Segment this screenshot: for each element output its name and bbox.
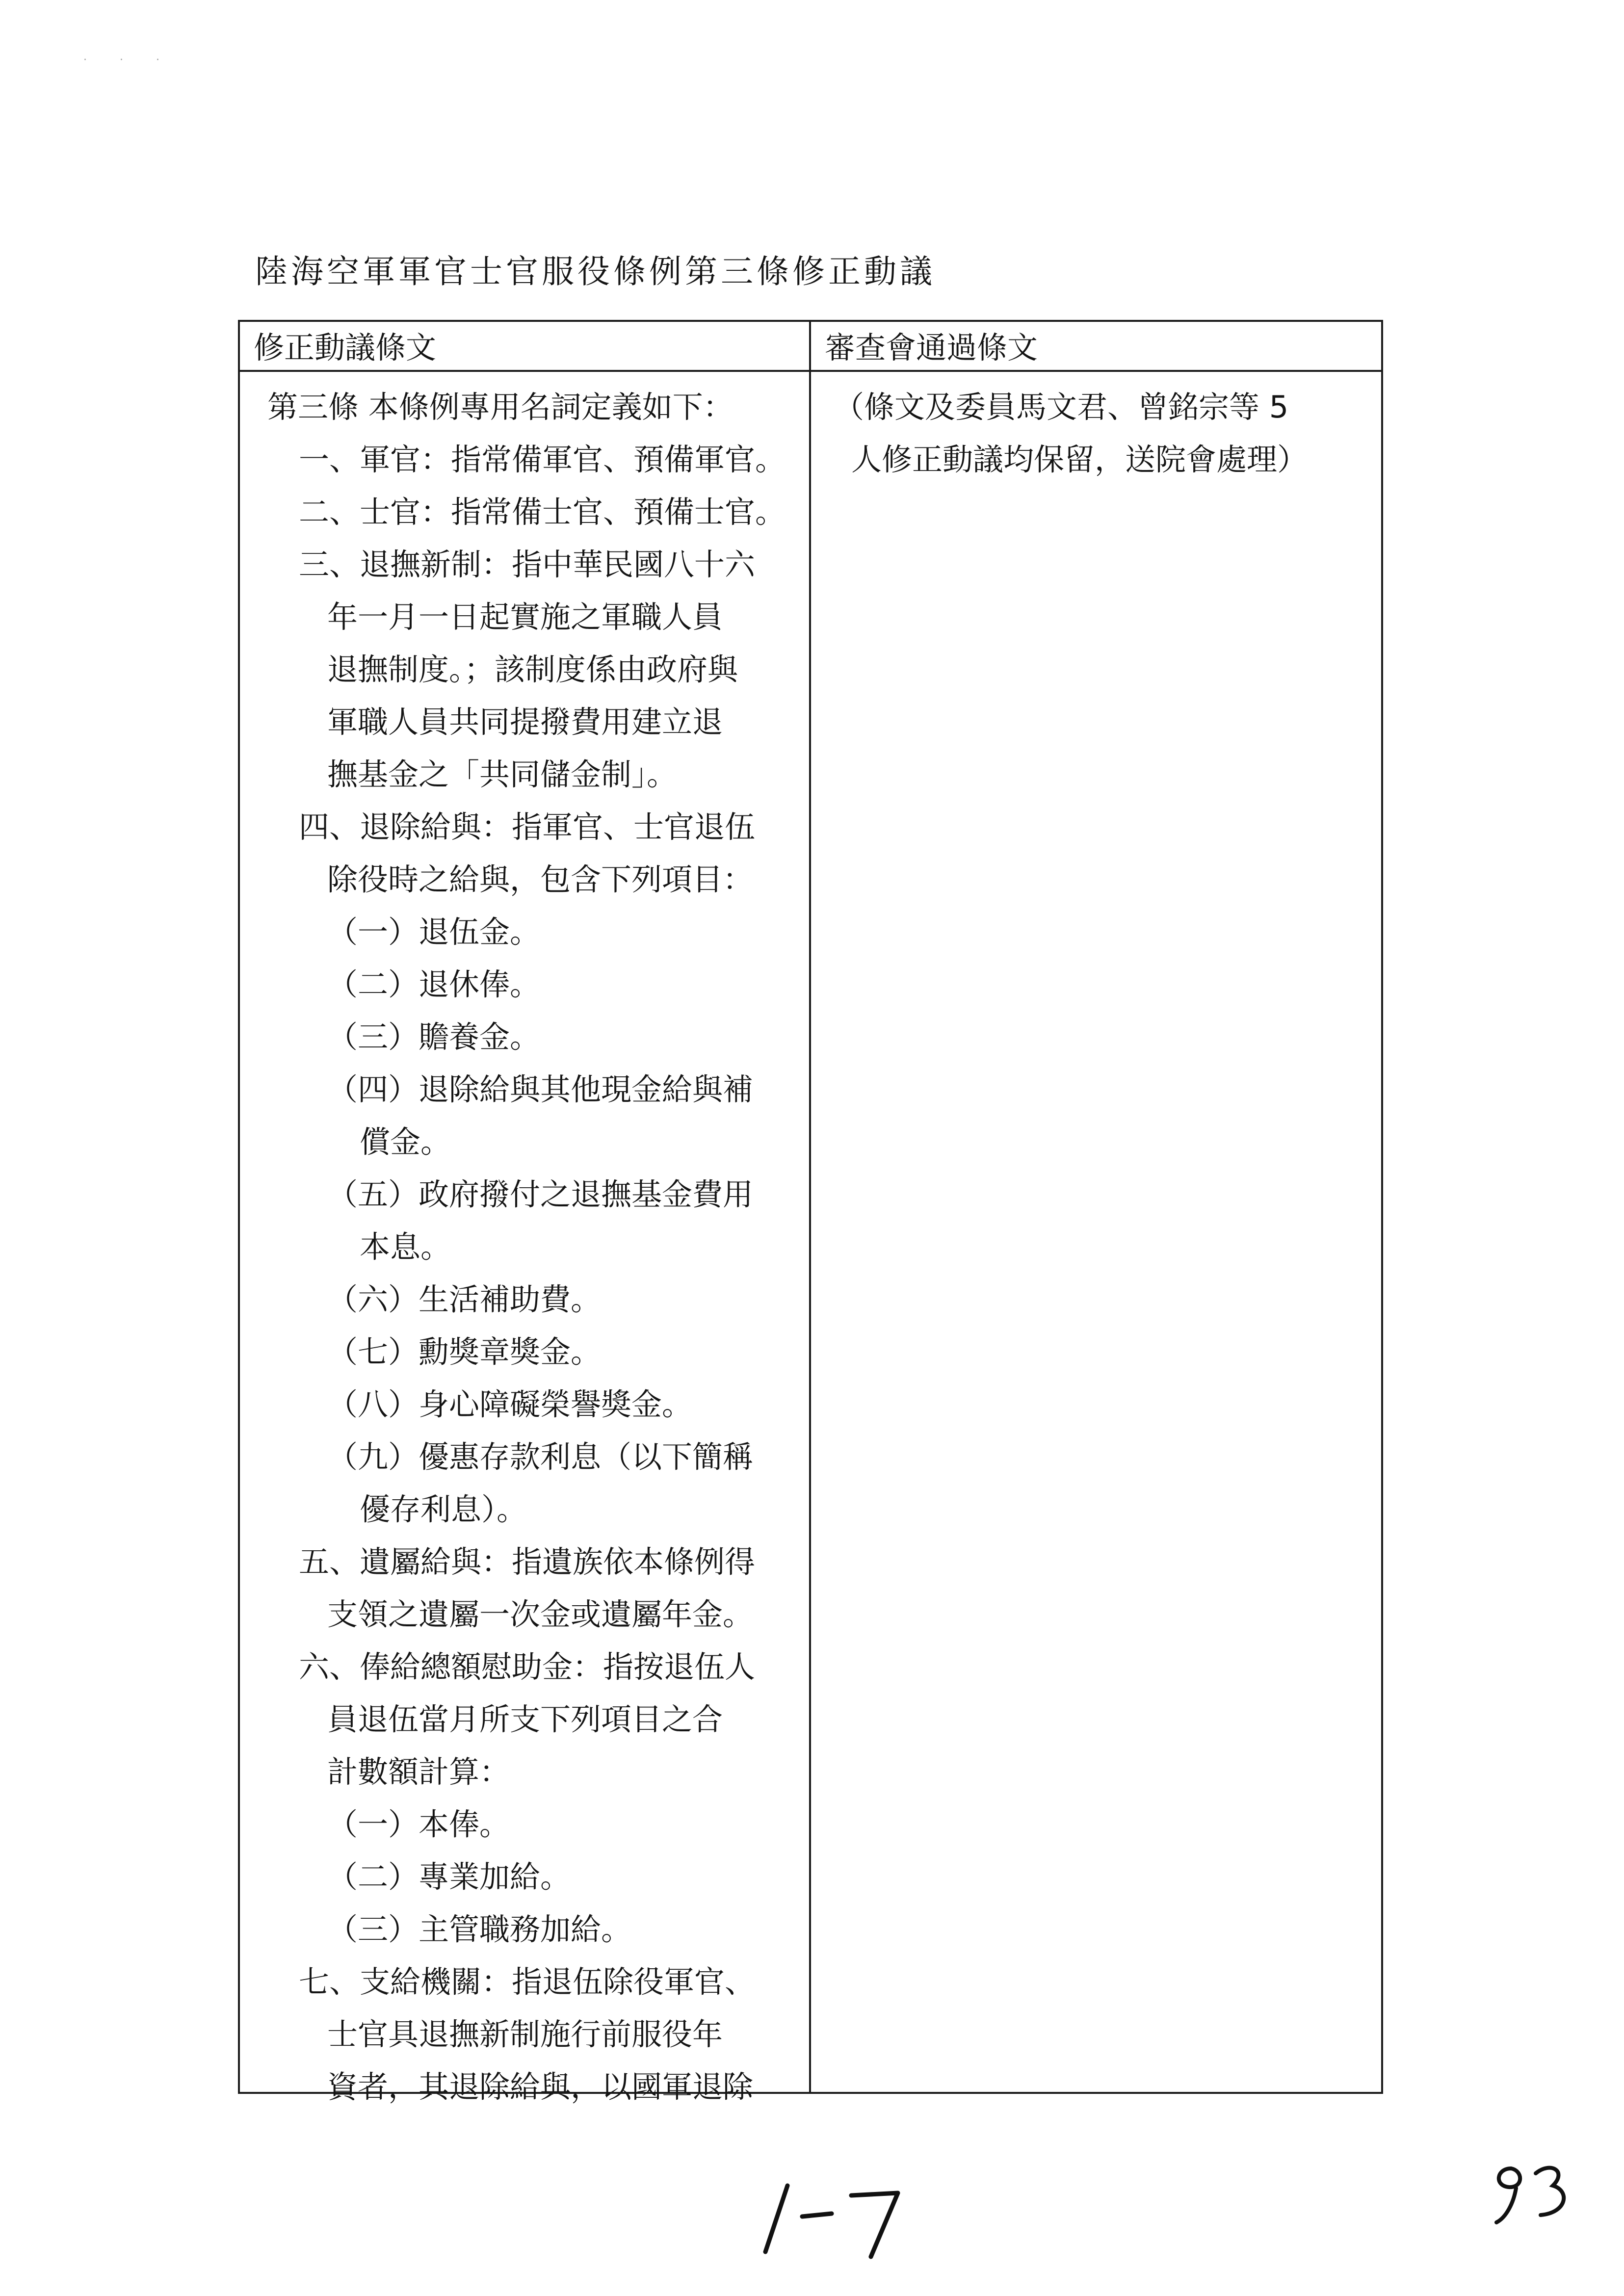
approved-line: （條文及委員馬文君、曾銘宗等 5 [834,389,1289,425]
motion-line: （五）政府撥付之退撫基金費用 [327,1176,754,1212]
motion-line: （六）生活補助費。 [327,1281,602,1317]
header-approved-text: 審查會通過條文 [825,330,1038,365]
motion-line: （二）退休俸。 [327,966,541,1002]
motion-line: 軍職人員共同提撥費用建立退 [327,704,723,740]
motion-line: 除役時之給與，包含下列項目： [327,861,754,897]
motion-line: 償金。 [360,1124,451,1160]
comparison-table [238,320,1383,2105]
motion-line: （七）勳獎章獎金。 [327,1334,602,1370]
motion-line: 一、軍官：指常備軍官、預備軍官。 [299,442,786,477]
approved-article-text [834,381,1308,486]
motion-line: 三、退撫新制：指中華民國八十六 [299,547,756,582]
motion-line: 二、士官：指常備士官、預備士官。 [299,494,786,530]
motion-line: 優存利息）。 [360,1491,527,1527]
column-divider [809,322,811,2092]
motion-line: （一）本俸。 [327,1806,510,1842]
motion-line: 退撫制度。；該制度係由政府與 [327,652,738,687]
handwritten-page-ref [746,2159,922,2267]
motion-line: 第三條 本條例專用名詞定義如下： [267,389,733,425]
motion-line: 四、退除給與：指軍官、士官退伍 [299,809,756,845]
motion-line: 本息。 [360,1229,451,1265]
motion-line: 資者，其退除給與，以國軍退除 [327,2069,754,2105]
header-motion-text: 修正動議條文 [254,330,437,365]
page-title: 陸海空軍軍官士官服役條例第三條修正動議 [255,253,936,290]
motion-line: 士官具退撫新制施行前服役年 [327,2016,723,2052]
motion-article-text [267,381,786,2113]
motion-line: 撫基金之「共同儲金制」。 [327,757,678,792]
motion-line: （八）身心障礙榮譽獎金。 [327,1386,693,1422]
motion-line: 五、遺屬給與：指遺族依本條例得 [299,1544,756,1580]
motion-line: （三）贍養金。 [327,1019,541,1055]
motion-line: （三）主管職務加給。 [327,1911,632,1947]
approved-line: 人修正動議均保留，送院會處理） [851,442,1308,477]
motion-line: （二）專業加給。 [327,1859,571,1895]
motion-line: 計數額計算： [327,1754,510,1790]
scan-artifact-marks: · · · [83,54,174,66]
motion-line: （四）退除給與其他現金給與補 [327,1071,754,1107]
motion-line: 員退伍當月所支下列項目之合 [327,1701,723,1737]
handwritten-page-number [1477,2149,1585,2232]
motion-line: （九）優惠存款利息（以下簡稱 [327,1439,754,1475]
motion-line: 六、俸給總額慰助金：指按退伍人 [299,1649,756,1685]
motion-line: 年一月一日起實施之軍職人員 [327,599,723,635]
motion-line: 七、支給機關：指退伍除役軍官、 [299,1964,756,2000]
motion-line: （一）退伍金。 [327,914,541,950]
motion-line: 支領之遺屬一次金或遺屬年金。 [327,1596,754,1632]
